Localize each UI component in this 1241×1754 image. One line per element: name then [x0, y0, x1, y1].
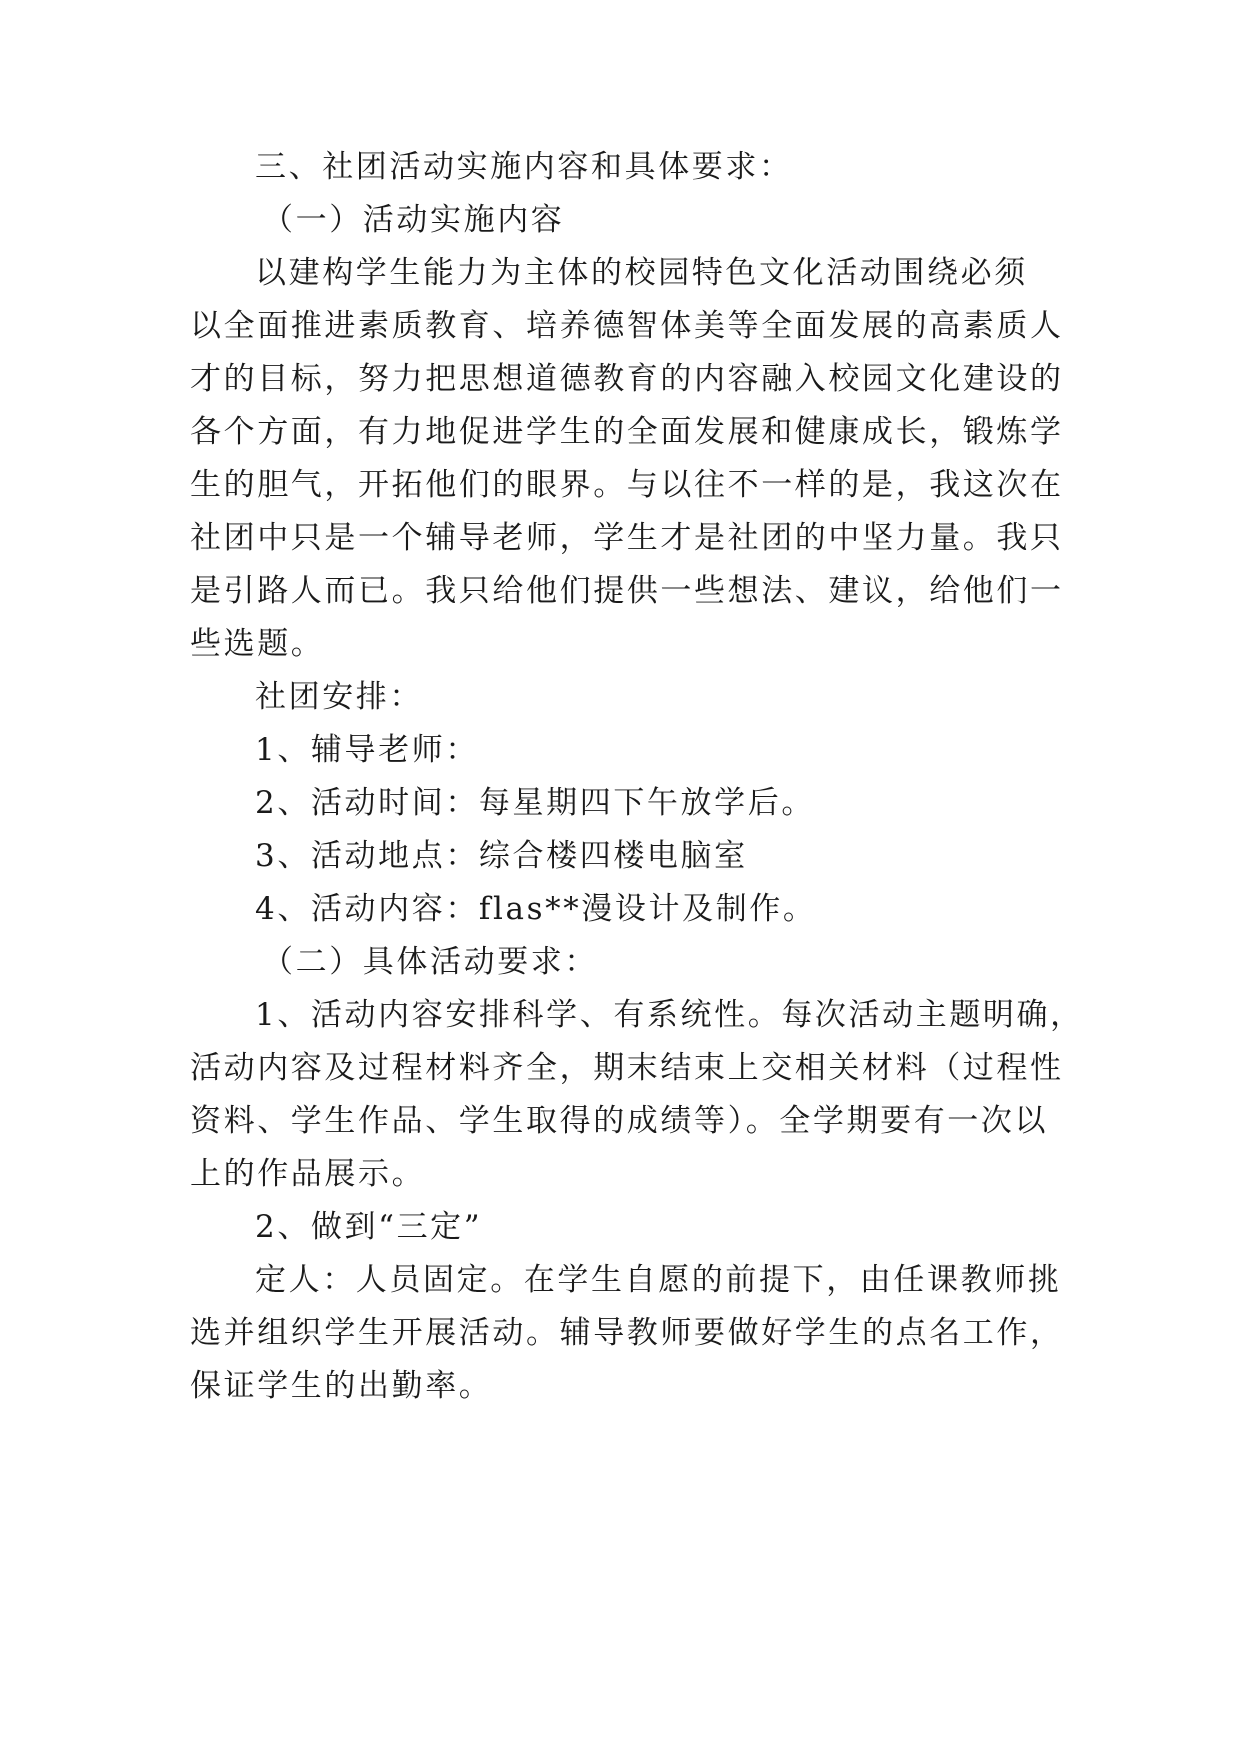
paragraph-line: 社团中只是一个辅导老师，学生才是社团的中坚力量。我只: [190, 520, 1064, 556]
arrangement-label: 社团安排：: [255, 679, 423, 715]
paragraph-line: 定人：人员固定。在学生自愿的前提下，由任课教师挑: [255, 1262, 1062, 1298]
paragraph-line: 以建构学生能力为主体的校园特色文化活动围绕必须: [255, 255, 1028, 291]
arrangement-item-content: 4、活动内容：flas**漫设计及制作。: [255, 891, 817, 927]
paragraph-line: 生的胆气，开拓他们的眼界。与以往不一样的是，我这次在: [190, 467, 1064, 503]
paragraph-line: 是引路人而已。我只给他们提供一些想法、建议，给他们一: [190, 573, 1064, 609]
sub-heading-implementation-content: （一）活动实施内容: [262, 202, 565, 238]
section-heading: 三、社团活动实施内容和具体要求：: [255, 149, 793, 185]
arrangement-item-advisor: 1、辅导老师：: [255, 732, 479, 768]
paragraph-line: 以全面推进素质教育、培养德智体美等全面发展的高素质人: [190, 308, 1064, 344]
sub-heading-activity-requirements: （二）具体活动要求：: [262, 944, 598, 980]
paragraph-line: 些选题。: [190, 626, 325, 662]
arrangement-item-location: 3、活动地点：综合楼四楼电脑室: [255, 838, 748, 874]
paragraph-line: 选并组织学生开展活动。辅导教师要做好学生的点名工作，: [190, 1315, 1064, 1351]
paragraph-line: 上的作品展示。: [190, 1156, 426, 1192]
paragraph-line: 1、活动内容安排科学、有系统性。每次活动主题明确，: [255, 997, 1084, 1033]
paragraph-line: 活动内容及过程材料齐全，期末结束上交相关材料（过程性: [190, 1050, 1064, 1086]
item-three-fixed: 2、做到“三定”: [255, 1209, 483, 1245]
paragraph-line: 资料、学生作品、学生取得的成绩等）。全学期要有一次以: [190, 1103, 1049, 1139]
arrangement-item-time: 2、活动时间：每星期四下午放学后。: [255, 785, 815, 821]
paragraph-line: 各个方面，有力地促进学生的全面发展和健康成长，锻炼学: [190, 414, 1064, 450]
paragraph-line: 才的目标，努力把思想道德教育的内容融入校园文化建设的: [190, 361, 1064, 397]
paragraph-line: 保证学生的出勤率。: [190, 1368, 493, 1404]
